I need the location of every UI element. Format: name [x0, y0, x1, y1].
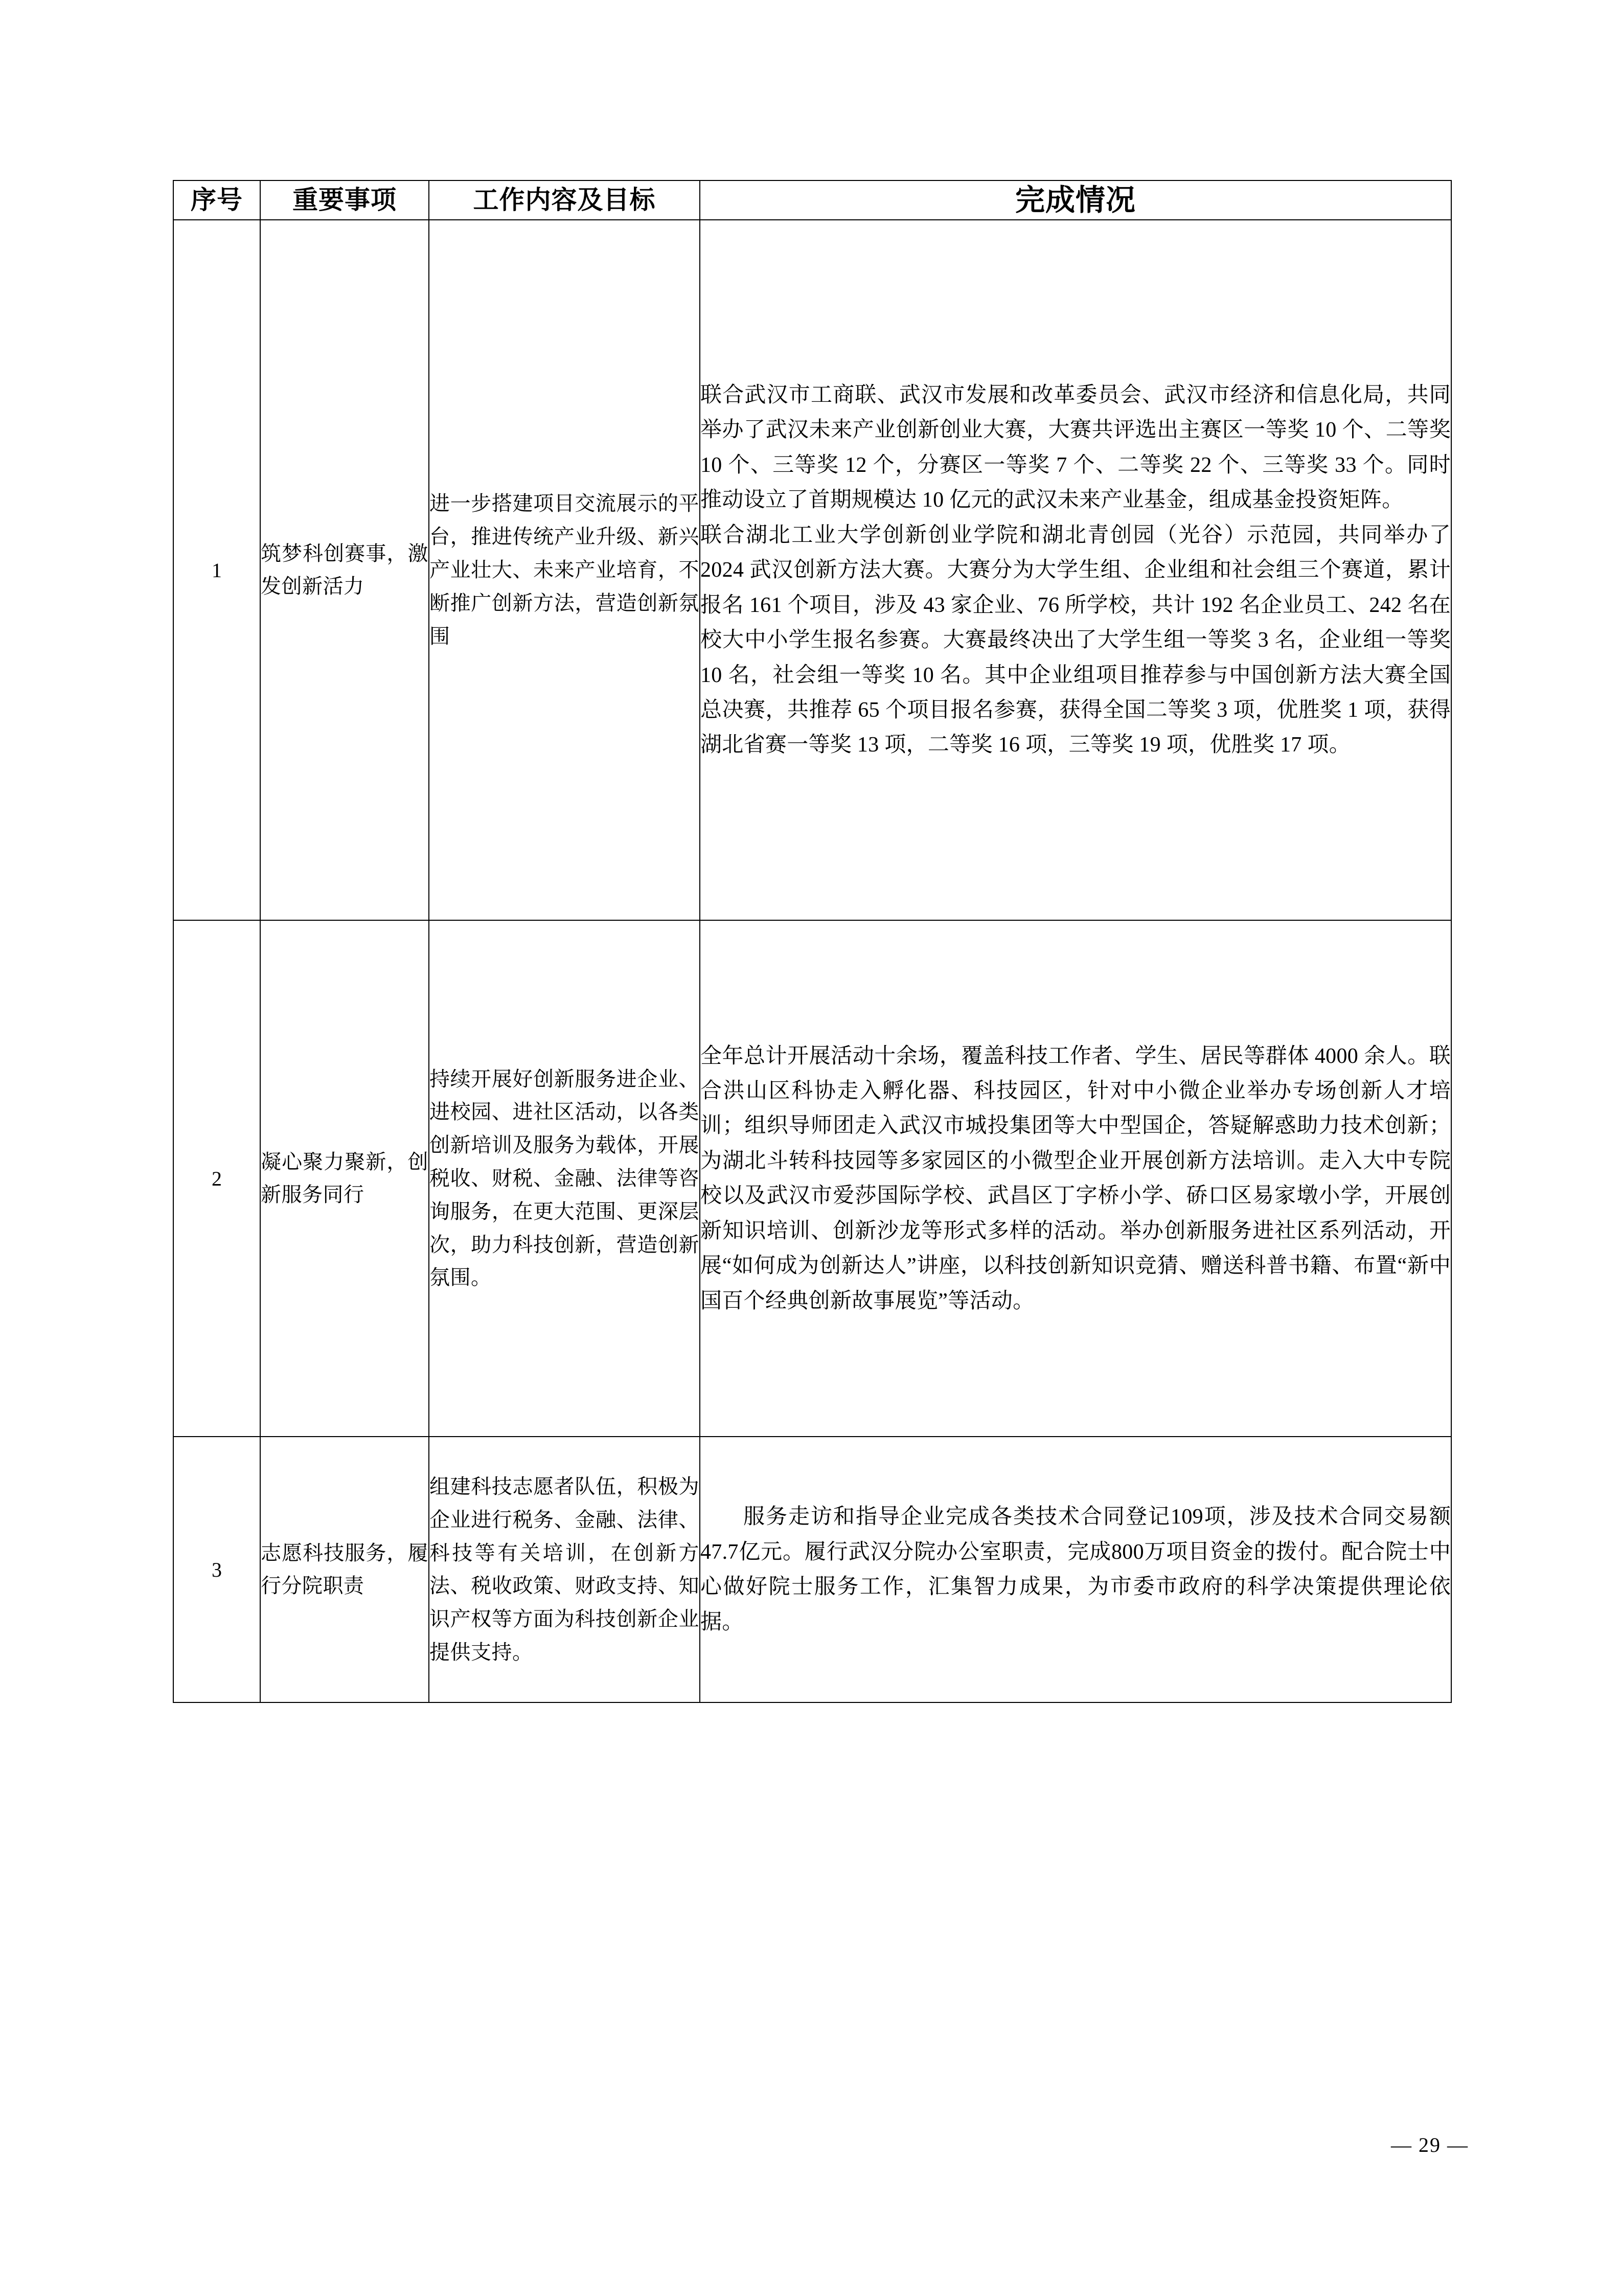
row-done: [700, 220, 1451, 920]
done-paragraph: 全年总计开展活动十余场，覆盖科技工作者、学生、居民等群体 4000 余人。联合洪山区科协走入孵化器、科技园区，针对中小微企业举办专场创新人才培训；组织导师团走入武汉市城投集团等大中型国企，答疑解惑助力技术创新；为湖北斗转科技园等多家园区的小微型企业开展创新方法培训。走入大中专院校以及武汉市爱莎国际学校、武昌区丁字桥小学、硚口区易家墩小学，开展创新知识培训、创新沙龙等形式多样的活动。举办创新服务进社区系列活动，开展“如何成为创新达人”讲座，以科技创新知识竞猜、赠送科普书籍、布置“新中国百个经典创新故事展览”等活动。: [700, 1044, 1451, 1313]
table-row: [173, 1437, 1451, 1702]
row-item: 筑梦科创赛事，激发创新活力: [260, 220, 429, 920]
row-work: 进一步搭建项目交流展示的平台，推进传统产业升级、新兴产业壮大、未来产业培育，不断推广创新方法，营造创新氛围: [429, 220, 700, 920]
table-row: [173, 920, 1451, 1437]
header-done: 完成情况: [700, 180, 1451, 220]
page-number: — 29 —: [1391, 2133, 1469, 2156]
row-item: 凝心聚力聚新，创新服务同行: [260, 920, 429, 1437]
table-header-row: [173, 180, 1451, 220]
row-work: 组建科技志愿者队伍，积极为企业进行税务、金融、法律、科技等有关培训，在创新方法、税收政策、财政支持、知识产权等方面为科技创新企业提供支持。: [429, 1437, 700, 1702]
row-number: 3: [173, 1437, 260, 1702]
header-work: 工作内容及目标: [429, 180, 700, 220]
header-item: 重要事项: [260, 180, 429, 220]
summary-table: [173, 180, 1452, 1703]
done-paragraph: 服务走访和指导企业完成各类技术合同登记109项，涉及技术合同交易额47.7亿元。履行武汉分院办公室职责，完成800万项目资金的拨付。配合院士中心做好院士服务工作，汇集智力成果，为市委市政府的科学决策提供理论依据。: [700, 1505, 1451, 1634]
row-number: 1: [173, 220, 260, 920]
row-done: [700, 920, 1451, 1437]
done-paragraph: 联合武汉市工商联、武汉市发展和改革委员会、武汉市经济和信息化局，共同举办了武汉未来产业创新创业大赛，大赛共评选出主赛区一等奖 10 个、二等奖 10 个、三等奖 12 个，分赛区一等奖 7 个、二等奖 22 个、三等奖 33 个。同时推动设立了首期规模达 10 亿元的武汉未来产业基金，组成基金投资矩阵。: [700, 383, 1451, 512]
done-paragraph: 联合湖北工业大学创新创业学院和湖北青创园（光谷）示范园，共同举办了 2024 武汉创新方法大赛。大赛分为大学生组、企业组和社会组三个赛道，累计报名 161 个项目，涉及 43 家企业、76 所学校，共计 192 名企业员工、242 名在校大中小学生报名参赛。大赛最终决出了大学生组一等奖 3 名，企业组一等奖 10 名，社会组一等奖 10 名。其中企业组项目推荐参与中国创新方法大赛全国总决赛，共推荐 65 个项目报名参赛，获得全国二等奖 3 项，优胜奖 1 项，获得湖北省赛一等奖 13 项，二等奖 16 项，三等奖 19 项，优胜奖 17 项。: [700, 523, 1451, 757]
table-row: [173, 220, 1451, 920]
header-no: 序号: [173, 180, 260, 220]
row-number: 2: [173, 920, 260, 1437]
row-item: 志愿科技服务，履行分院职责: [260, 1437, 429, 1702]
row-work: 持续开展好创新服务进企业、进校园、进社区活动，以各类创新培训及服务为载体，开展税收、财税、金融、法律等咨询服务，在更大范围、更深层次，助力科技创新，营造创新氛围。: [429, 920, 700, 1437]
row-done: [700, 1437, 1451, 1702]
